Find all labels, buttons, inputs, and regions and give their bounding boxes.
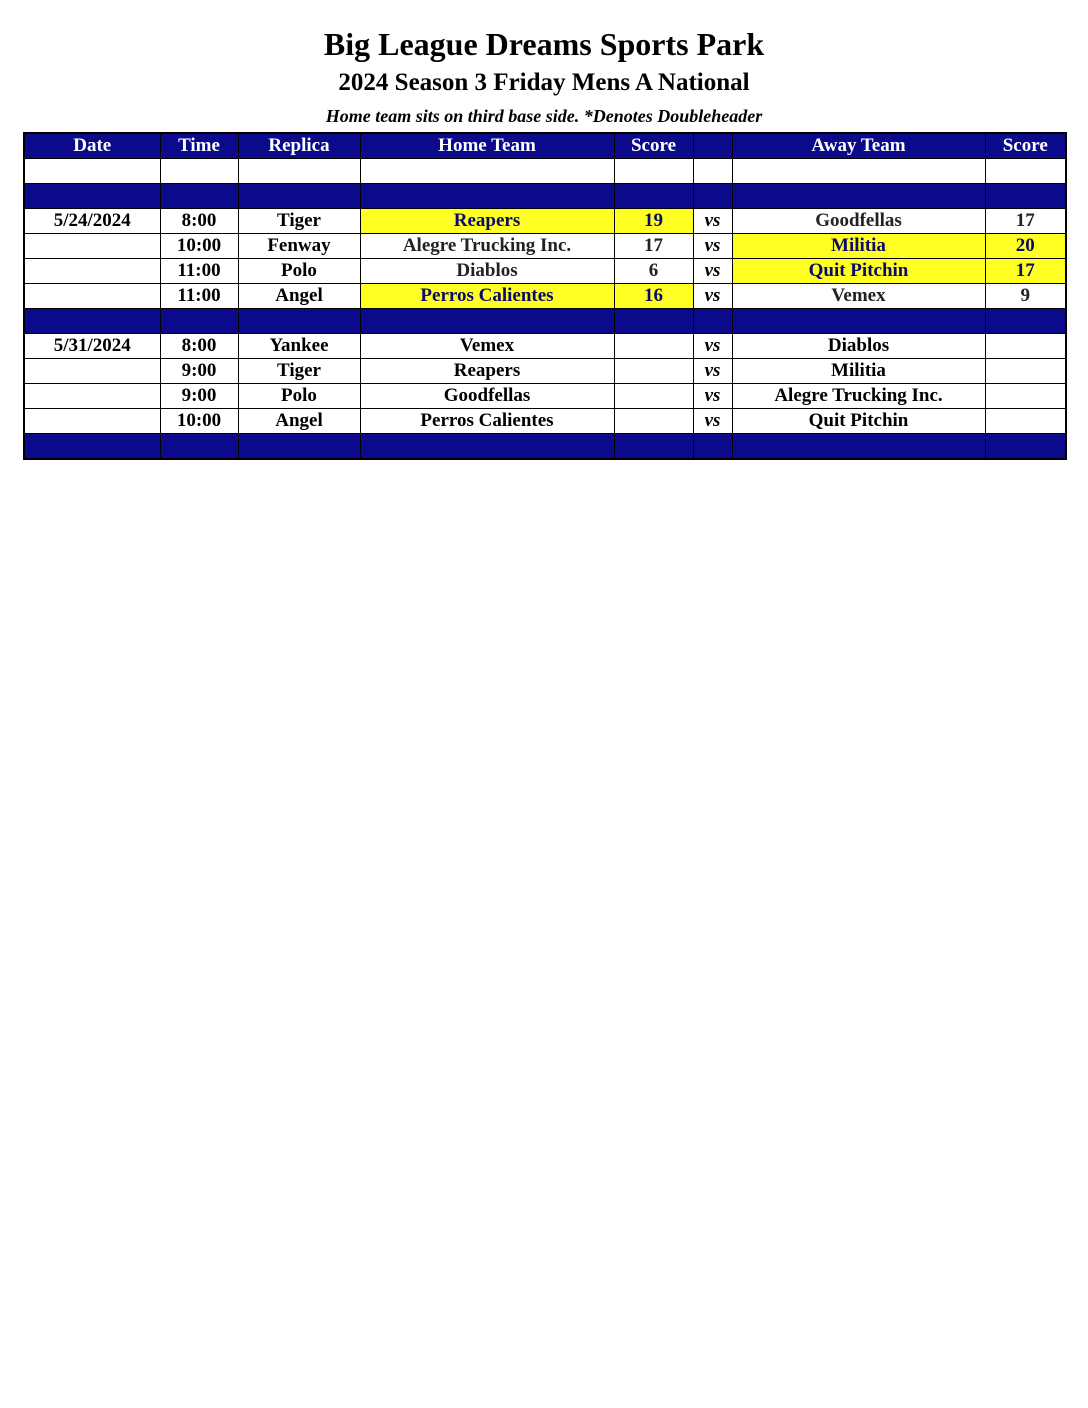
game-row <box>24 259 1066 284</box>
col-header-date: Date <box>24 133 160 159</box>
away-score: 20 <box>985 234 1066 259</box>
separator-band <box>24 309 1066 334</box>
away-score <box>985 359 1066 384</box>
away-team: Militia <box>732 359 985 384</box>
game-date <box>24 259 160 284</box>
game-date <box>24 409 160 434</box>
game-replica: Polo <box>238 259 360 284</box>
game-row <box>24 209 1066 234</box>
game-date <box>24 284 160 309</box>
home-score: 19 <box>614 209 693 234</box>
game-time: 10:00 <box>160 234 238 259</box>
vs-label: vs <box>693 259 732 284</box>
away-team: Militia <box>732 234 985 259</box>
game-time: 11:00 <box>160 284 238 309</box>
vs-label: vs <box>693 409 732 434</box>
game-date: 5/31/2024 <box>24 334 160 359</box>
away-score: 17 <box>985 259 1066 284</box>
col-header-replica: Replica <box>238 133 360 159</box>
schedule-note: Home team sits on third base side. *Denotes Doubleheader <box>325 106 763 126</box>
home-score <box>614 359 693 384</box>
home-score <box>614 384 693 409</box>
home-team: Alegre Trucking Inc. <box>360 234 614 259</box>
game-time: 8:00 <box>160 209 238 234</box>
away-score <box>985 384 1066 409</box>
game-date: 5/24/2024 <box>24 209 160 234</box>
separator-band <box>24 184 1066 209</box>
home-team: Diablos <box>360 259 614 284</box>
blank-row <box>24 159 1066 184</box>
home-score <box>614 409 693 434</box>
col-header-away-score: Score <box>985 133 1066 159</box>
game-row <box>24 334 1066 359</box>
vs-label: vs <box>693 334 732 359</box>
col-header-time: Time <box>160 133 238 159</box>
col-header-home-score: Score <box>614 133 693 159</box>
game-date <box>24 234 160 259</box>
vs-label: vs <box>693 359 732 384</box>
game-time: 8:00 <box>160 334 238 359</box>
game-replica: Tiger <box>238 359 360 384</box>
game-replica: Polo <box>238 384 360 409</box>
game-replica: Tiger <box>238 209 360 234</box>
game-date <box>24 384 160 409</box>
away-score: 17 <box>985 209 1066 234</box>
home-score <box>614 334 693 359</box>
away-score: 9 <box>985 284 1066 309</box>
col-header-vs <box>693 133 732 159</box>
game-row <box>24 409 1066 434</box>
game-replica: Yankee <box>238 334 360 359</box>
game-time: 10:00 <box>160 409 238 434</box>
home-score: 16 <box>614 284 693 309</box>
separator-band <box>24 434 1066 460</box>
home-team: Vemex <box>360 334 614 359</box>
vs-label: vs <box>693 384 732 409</box>
away-score <box>985 334 1066 359</box>
away-team: Alegre Trucking Inc. <box>732 384 985 409</box>
home-team: Perros Calientes <box>360 409 614 434</box>
header-row <box>24 133 1066 159</box>
col-header-home-team: Home Team <box>360 133 614 159</box>
game-row <box>24 284 1066 309</box>
away-team: Vemex <box>732 284 985 309</box>
away-team: Goodfellas <box>732 209 985 234</box>
home-score: 17 <box>614 234 693 259</box>
away-team: Diablos <box>732 334 985 359</box>
game-row <box>24 234 1066 259</box>
game-date <box>24 359 160 384</box>
away-team: Quit Pitchin <box>732 259 985 284</box>
home-score: 6 <box>614 259 693 284</box>
game-replica: Angel <box>238 409 360 434</box>
vs-label: vs <box>693 234 732 259</box>
vs-label: vs <box>693 209 732 234</box>
game-replica: Angel <box>238 284 360 309</box>
home-team: Reapers <box>360 209 614 234</box>
page-subtitle: 2024 Season 3 Friday Mens A National <box>338 69 750 96</box>
home-team: Reapers <box>360 359 614 384</box>
col-header-away-team: Away Team <box>732 133 985 159</box>
away-team: Quit Pitchin <box>732 409 985 434</box>
page-title: Big League Dreams Sports Park <box>323 26 765 62</box>
home-team: Perros Calientes <box>360 284 614 309</box>
game-row <box>24 384 1066 409</box>
vs-label: vs <box>693 284 732 309</box>
game-time: 9:00 <box>160 359 238 384</box>
game-time: 9:00 <box>160 384 238 409</box>
game-row <box>24 359 1066 384</box>
schedule-table <box>23 132 1067 460</box>
away-score <box>985 409 1066 434</box>
game-time: 11:00 <box>160 259 238 284</box>
home-team: Goodfellas <box>360 384 614 409</box>
game-replica: Fenway <box>238 234 360 259</box>
